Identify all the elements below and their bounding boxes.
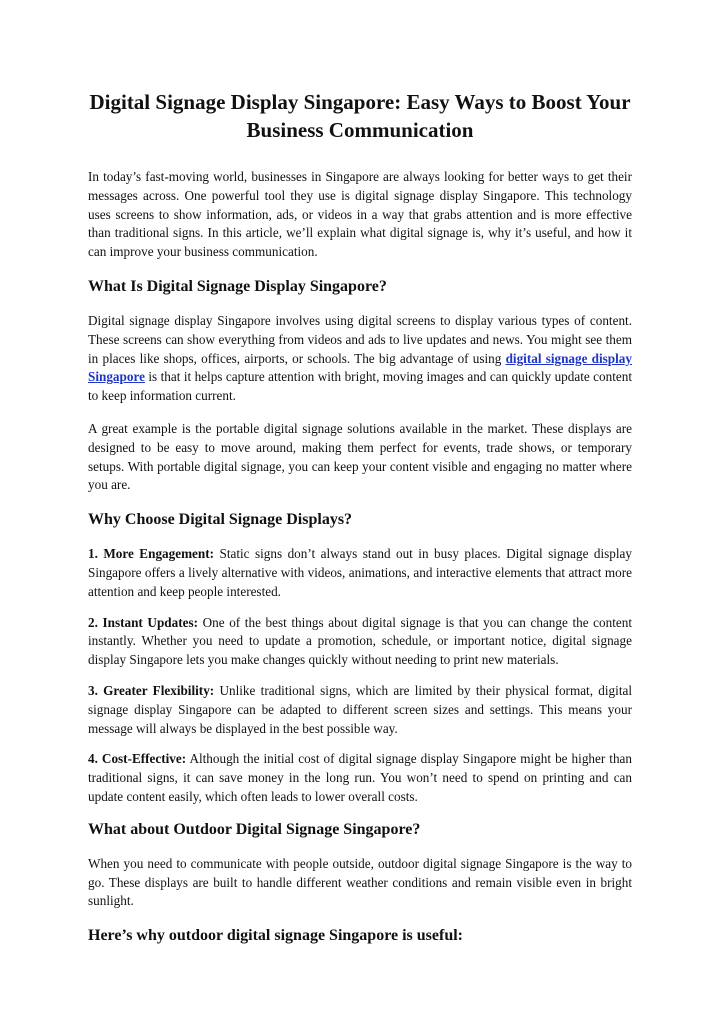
benefit-text: Static signs don’t always stand out in busy places. Digital signage display Singapore offers a lively alternative with videos, animations, and interactive elements that attract more attention and keep people interested.	[88, 546, 633, 599]
benefit-item-engagement	[88, 545, 632, 601]
outdoor-paragraph: When you need to communicate with people outside, outdoor digital signage Singapore is the way to go. These displays are built to handle different weather conditions and remain visible even in bright sunlight.	[88, 855, 632, 909]
benefit-label: 1. More Engagement:	[88, 546, 215, 562]
section-heading-what-is: What Is Digital Signage Display Singapore?	[88, 277, 387, 295]
intro-paragraph: In today’s fast-moving world, businesses in Singapore are always looking for better ways to get their messages across. One powerful tool they use is digital signage display Singapore. This technology uses screens to show information, ads, or videos in a way that grabs attention and is more effective than traditional signs. In this article, we’ll explain what digital signage is, why it’s useful, and how it can improve your business communication.	[88, 169, 632, 260]
section-heading-outdoor-useful: Here’s why outdoor digital signage Singapore is useful:	[88, 927, 463, 945]
benefit-label: 3. Greater Flexibility:	[88, 682, 215, 698]
digital-signage-display-link[interactable]: digital signage display Singapore	[88, 350, 632, 385]
benefit-label: 4. Cost-Effective:	[88, 751, 187, 767]
what-is-text-before-link: Digital signage display Singapore involves using digital screens to display various types of content. These screens can show everything from videos and ads to live updates and news. You might see them in places like shops, offices, airports, or schools. The big advantage of using	[88, 312, 632, 366]
benefit-text: Unlike traditional signs, which are limited by their physical format, digital signage display Singapore can be adapted to different screen sizes and settings. This means your message will always be displayed in the best possible way.	[88, 682, 632, 736]
benefit-item-flexibility	[88, 682, 632, 738]
what-is-paragraph-1	[88, 312, 632, 406]
section-heading-outdoor: What about Outdoor Digital Signage Singapore?	[88, 820, 421, 838]
what-is-paragraph-2: A great example is the portable digital signage solutions available in the market. These displays are designed to be easy to move around, making them perfect for events, trade shows, or temporary setups. With portable digital signage, you can keep your content visible and engaging no matter where you are.	[88, 420, 632, 493]
document-title: Digital Signage Display Singapore: Easy Ways to Boost Your Business Communication	[89, 90, 631, 142]
benefit-text: One of the best things about digital signage is that you can change the content instantly. Whether you need to update a promotion, schedule, or important notice, digital signage display Singapore lets you make changes quickly without needing to print new materials.	[88, 614, 632, 668]
benefit-item-instant-updates	[88, 614, 632, 670]
benefit-item-cost-effective	[88, 750, 632, 806]
section-heading-why-choose: Why Choose Digital Signage Displays?	[88, 511, 353, 529]
benefit-label: 2. Instant Updates:	[88, 614, 198, 630]
what-is-text-after-link: is that it helps capture attention with bright, moving images and can quickly update content to keep information current.	[88, 369, 632, 404]
benefit-text: Although the initial cost of digital signage display Singapore might be higher than traditional signs, it can save money in the long run. You won’t need to spend on printing and can update content easily, which often leads to lower overall costs.	[88, 751, 632, 804]
